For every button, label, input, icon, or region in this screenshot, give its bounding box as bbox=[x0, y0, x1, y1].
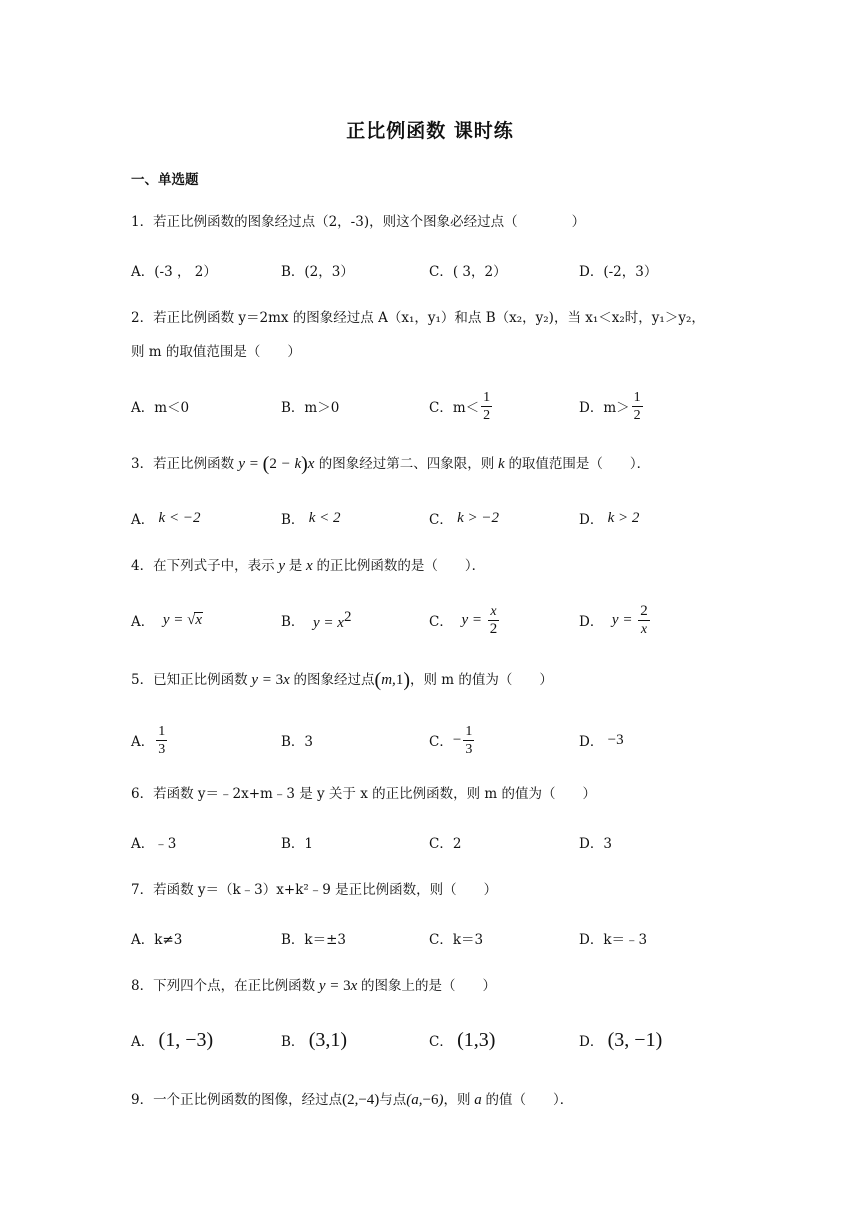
q9-point-2: (a,−6) bbox=[406, 1092, 444, 1108]
q4-stem-post: 的正比例函数的是（ ）． bbox=[316, 558, 486, 574]
question-2-options bbox=[131, 386, 751, 426]
q5-stem-pre: 5．已知正比例函数 bbox=[131, 672, 248, 688]
q4-option-a[interactable] bbox=[131, 600, 203, 640]
q1-option-d[interactable]: D．(-2，3） bbox=[579, 264, 658, 280]
q4-stem-pre: 4．在下列式子中，表示 bbox=[131, 558, 275, 574]
q8-c-prefix: C． bbox=[429, 1034, 453, 1050]
q5-c-fraction: $\frac{1}{3}$ bbox=[465, 723, 473, 757]
q4-option-c[interactable] bbox=[429, 600, 501, 640]
q9-var-a: a bbox=[470, 1092, 486, 1108]
q4-c-math: y = $\frac{x}{2}$ bbox=[461, 603, 498, 637]
q4-d-math: y = $\frac{2}{x}$ bbox=[611, 602, 648, 637]
question-3-options bbox=[131, 498, 751, 538]
question-5-options bbox=[131, 720, 751, 760]
q5-point: (m,1) bbox=[374, 669, 410, 691]
question-8-options bbox=[131, 1020, 751, 1060]
q3-d-prefix: D． bbox=[579, 512, 604, 528]
q9-stem-mid: 与点 bbox=[379, 1092, 407, 1108]
q1-option-b[interactable]: B．(2，3） bbox=[281, 264, 354, 280]
q2-option-d[interactable] bbox=[579, 386, 645, 426]
q3-d-math: k > 2 bbox=[607, 509, 640, 526]
q3-stem-post: 的取值范围是（ ）． bbox=[508, 456, 651, 472]
q3-option-c[interactable] bbox=[429, 498, 499, 538]
q8-option-d[interactable] bbox=[579, 1020, 662, 1060]
q8-a-point: (1, −3) bbox=[158, 1028, 214, 1051]
q4-var-y: y bbox=[274, 558, 289, 574]
q5-stem-mid: 的图象经过点 bbox=[293, 672, 375, 688]
q4-option-d[interactable] bbox=[579, 600, 652, 640]
q3-option-b[interactable] bbox=[281, 498, 341, 538]
q1-option-c[interactable]: C．( 3，2） bbox=[429, 264, 507, 280]
question-9-stem bbox=[131, 1084, 761, 1116]
q5-option-b[interactable]: B．3 bbox=[281, 734, 314, 750]
q4-d-prefix: D． bbox=[579, 614, 604, 630]
q6-option-d[interactable]: D．3 bbox=[579, 836, 612, 852]
fraction-one-half bbox=[481, 389, 492, 424]
q5-c-minus: − bbox=[452, 731, 462, 748]
section-heading: 一、单选题 bbox=[131, 172, 199, 188]
q9-point-1: (2,−4) bbox=[342, 1092, 380, 1108]
q8-c-point: (1,3) bbox=[457, 1028, 496, 1051]
q7-option-a[interactable]: A．k≠3 bbox=[131, 932, 183, 948]
q6-option-b[interactable]: B．1 bbox=[281, 836, 314, 852]
q8-function-formula: y = 3x bbox=[315, 978, 362, 994]
q6-option-c[interactable]: C．2 bbox=[429, 836, 462, 852]
q5-d-prefix: D． bbox=[579, 734, 604, 750]
q5-a-fraction: $\frac{1}{3}$ bbox=[158, 723, 166, 757]
q7-option-b[interactable]: B．k＝±3 bbox=[281, 932, 347, 948]
q3-stem-pre: 3．若正比例函数 bbox=[131, 456, 235, 472]
question-7-options bbox=[131, 918, 751, 958]
q2-option-a[interactable]: A．m＜0 bbox=[131, 400, 190, 416]
q5-c-prefix: C． bbox=[429, 734, 453, 750]
q3-function-formula: y = (2 − k)x bbox=[238, 453, 315, 475]
frac-den: 2 bbox=[483, 407, 491, 423]
q8-b-prefix: B． bbox=[281, 1034, 305, 1050]
frac-num: 1 bbox=[483, 389, 491, 405]
q5-d-math: −3 bbox=[607, 731, 624, 748]
q5-stem-post: ，则 m 的值为（ ） bbox=[409, 672, 553, 688]
q7-option-d[interactable]: D．k＝﹣3 bbox=[579, 932, 648, 948]
q2-option-c[interactable] bbox=[429, 386, 494, 426]
q8-stem-pre: 8．下列四个点，在正比例函数 bbox=[131, 978, 316, 994]
q5-function-formula: y = 3x bbox=[247, 672, 294, 688]
question-1-stem: 1．若正比例函数的图象经过点（2，-3)，则这个图象必经过点（ ） bbox=[131, 214, 586, 230]
q7-option-c[interactable]: C．k＝3 bbox=[429, 932, 484, 948]
page-title: 正比例函数 课时练 bbox=[346, 120, 514, 142]
q3-a-math: k < −2 bbox=[158, 509, 201, 526]
q3-option-d[interactable] bbox=[579, 498, 639, 538]
question-2-stem-line2: 则 m 的取值范围是（ ） bbox=[131, 344, 301, 360]
q4-b-math: $y = x^2$ bbox=[313, 608, 352, 631]
q4-b-prefix: B． bbox=[281, 614, 305, 630]
q8-d-prefix: D． bbox=[579, 1034, 604, 1050]
q5-a-prefix: A． bbox=[131, 734, 155, 750]
q3-c-math: k > −2 bbox=[457, 509, 500, 526]
question-2-stem-line1: 2．若正比例函数 y＝2mx 的图象经过点 A（x₁，y₁）和点 B（x₂，y₂)，当 x₁＜x₂时，y₁＞y₂， bbox=[131, 310, 705, 326]
q2-option-b[interactable]: B．m＞0 bbox=[281, 400, 340, 416]
frac-num: 1 bbox=[633, 389, 641, 405]
q5-option-a[interactable] bbox=[131, 720, 169, 760]
q9-stem-pre: 9．一个正比例函数的图像，经过点 bbox=[131, 1092, 343, 1108]
q4-a-math: y = √x bbox=[162, 611, 203, 628]
q4-stem-mid: 是 bbox=[288, 558, 303, 574]
question-8-stem bbox=[131, 970, 761, 1002]
question-6-options bbox=[131, 822, 751, 862]
q5-option-d[interactable] bbox=[579, 720, 624, 760]
q3-var-k: k bbox=[494, 456, 509, 472]
q6-option-a[interactable]: A．﹣3 bbox=[131, 836, 177, 852]
q2-option-d-label: D．m＞ bbox=[579, 400, 630, 416]
q8-option-c[interactable] bbox=[429, 1020, 495, 1060]
question-7-stem: 7．若函数 y＝（k﹣3）x+k²﹣9 是正比例函数，则（ ） bbox=[131, 882, 498, 898]
q8-option-a[interactable] bbox=[131, 1020, 213, 1060]
q9-stem-post: ，则 bbox=[443, 1092, 471, 1108]
q8-stem-post: 的图象上的是（ ） bbox=[361, 978, 497, 994]
q1-option-a[interactable]: A．(-3 ， 2） bbox=[131, 264, 217, 280]
question-5-stem bbox=[131, 664, 761, 696]
fraction-one-half bbox=[632, 389, 643, 424]
q3-b-prefix: B． bbox=[281, 512, 305, 528]
q8-a-prefix: A． bbox=[131, 1034, 155, 1050]
q3-a-prefix: A． bbox=[131, 512, 155, 528]
q4-option-b[interactable] bbox=[281, 600, 351, 640]
q3-b-math: k < 2 bbox=[308, 509, 341, 526]
q4-a-prefix: A． bbox=[131, 614, 155, 630]
question-4-options bbox=[131, 600, 751, 640]
frac-den: 2 bbox=[633, 407, 641, 423]
q4-c-prefix: C． bbox=[429, 614, 453, 630]
q8-b-point: (3,1) bbox=[308, 1028, 348, 1051]
q4-var-x: x bbox=[302, 558, 317, 574]
q8-d-point: (3, −1) bbox=[607, 1028, 663, 1051]
q8-option-b[interactable] bbox=[281, 1020, 347, 1060]
q3-c-prefix: C． bbox=[429, 512, 453, 528]
question-3-stem bbox=[131, 448, 761, 480]
question-6-stem: 6．若函数 y＝﹣2x+m﹣3 是 y 关于 x 的正比例函数，则 m 的值为（ ） bbox=[131, 786, 596, 802]
q3-option-a[interactable] bbox=[131, 498, 200, 538]
q9-stem-end: 的值（ ）． bbox=[485, 1092, 574, 1108]
q2-option-c-label: C．m＜ bbox=[429, 400, 480, 416]
q5-option-c[interactable] bbox=[429, 720, 476, 760]
q3-stem-mid: 的图象经过第二、四象限，则 bbox=[318, 456, 495, 472]
question-4-stem bbox=[131, 550, 761, 582]
question-1-options bbox=[131, 250, 751, 290]
